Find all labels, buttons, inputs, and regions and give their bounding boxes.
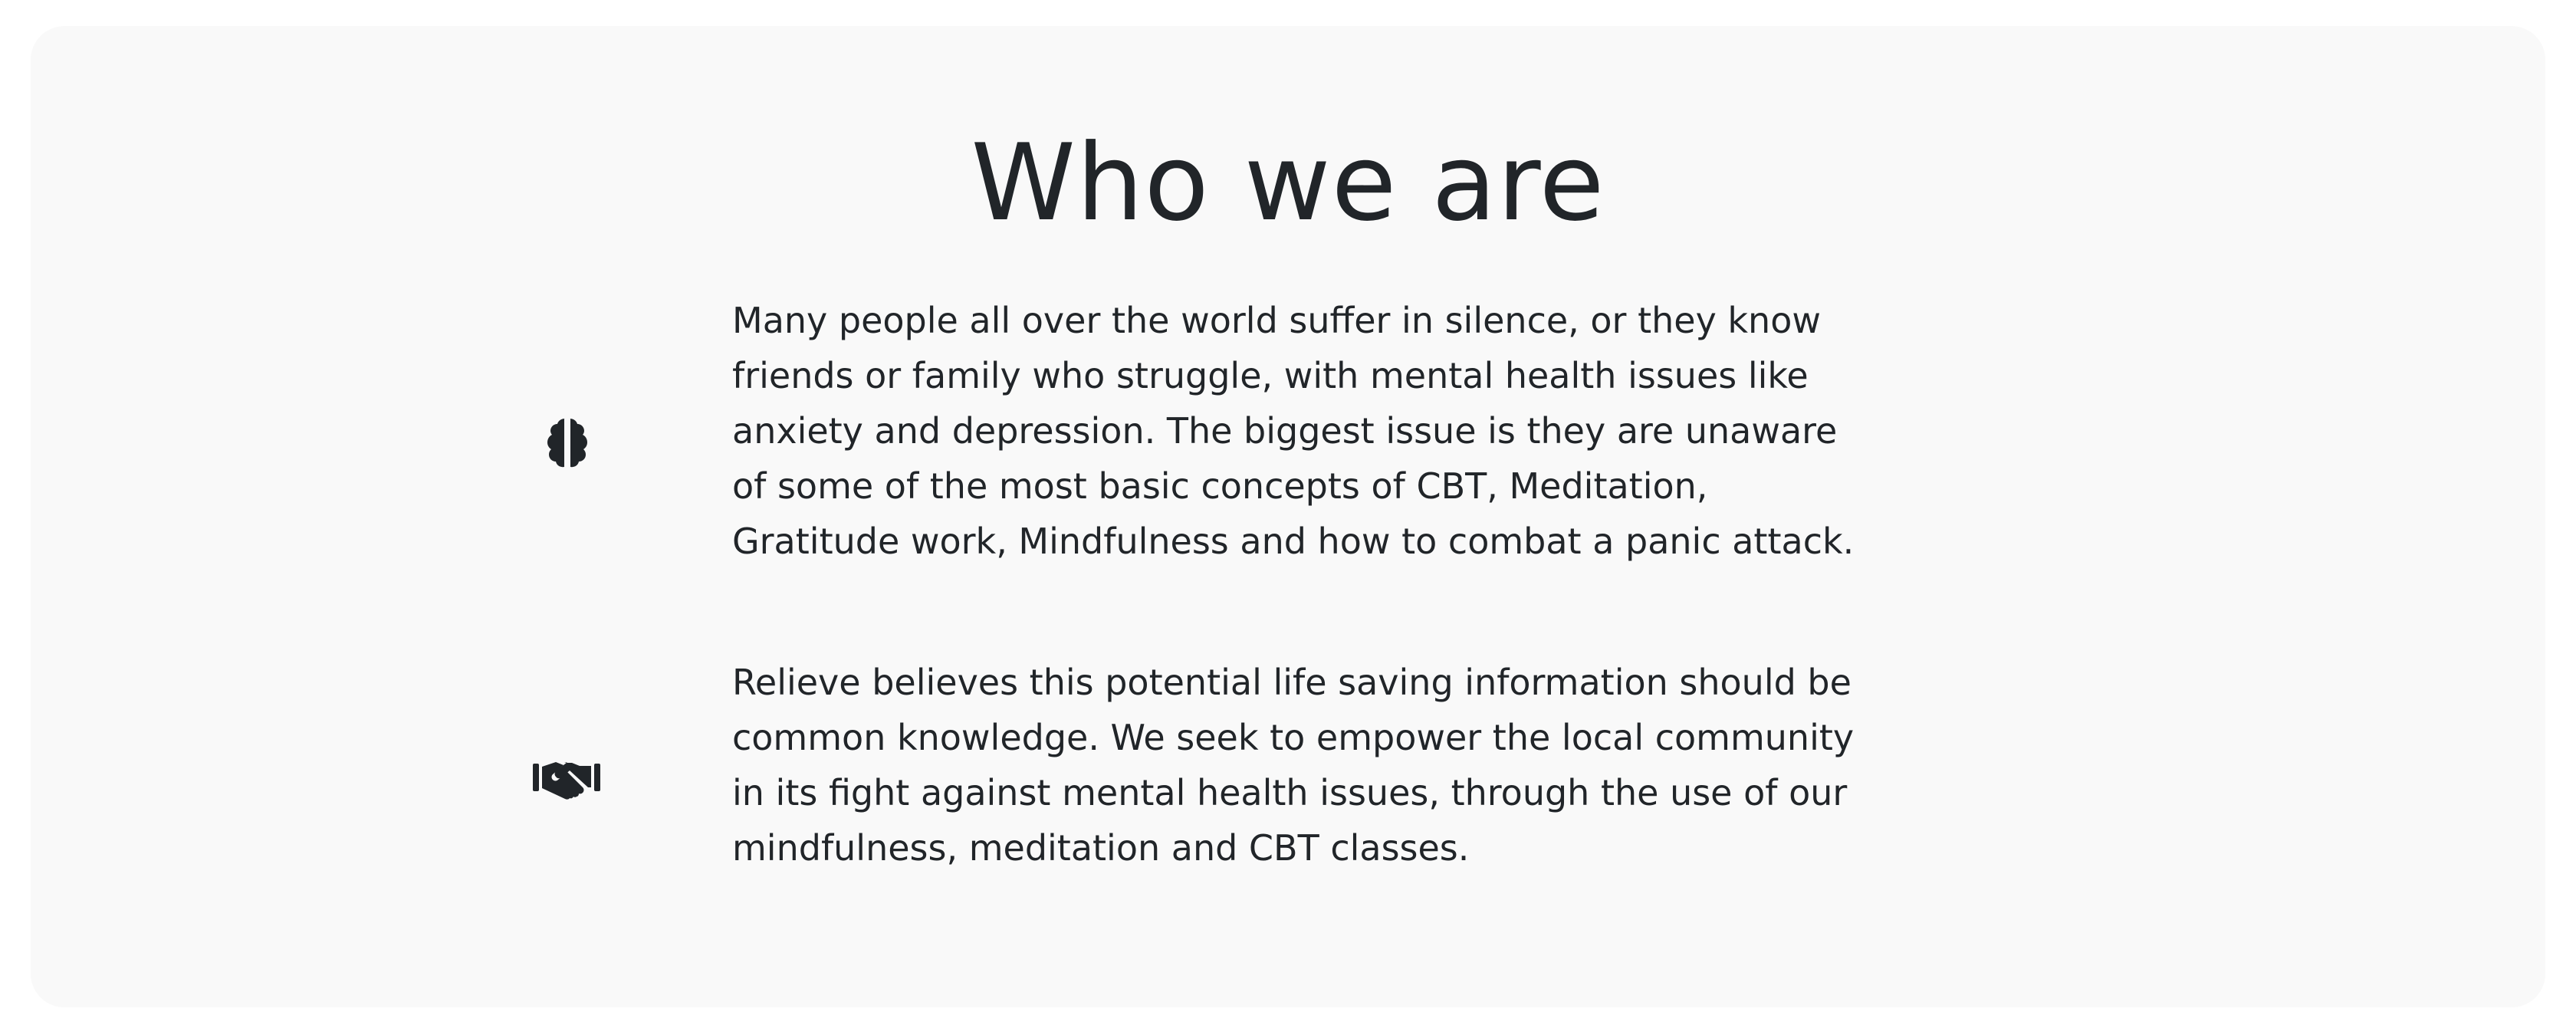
brain-icon — [537, 414, 598, 475]
intro-paragraph: Many people all over the world suffer in silence, or they know friends or family who struggle, with mental health issues like anxiety and depression. The biggest issue is they are unaware of some of the most basic concepts of CBT, Meditation, Gratitude work, Mindfulness and how to combat a panic attack. — [732, 300, 1855, 562]
handshake-icon — [532, 751, 601, 807]
mission-paragraph: Relieve believes this potential life saving information should be common knowledge. We seek to empower the local community in its fight against mental health issues, through the use of our mindfulness, meditation and CBT classes. — [732, 662, 1855, 869]
section-title: Who we are — [971, 121, 1605, 245]
who-we-are-section — [31, 26, 2545, 1007]
